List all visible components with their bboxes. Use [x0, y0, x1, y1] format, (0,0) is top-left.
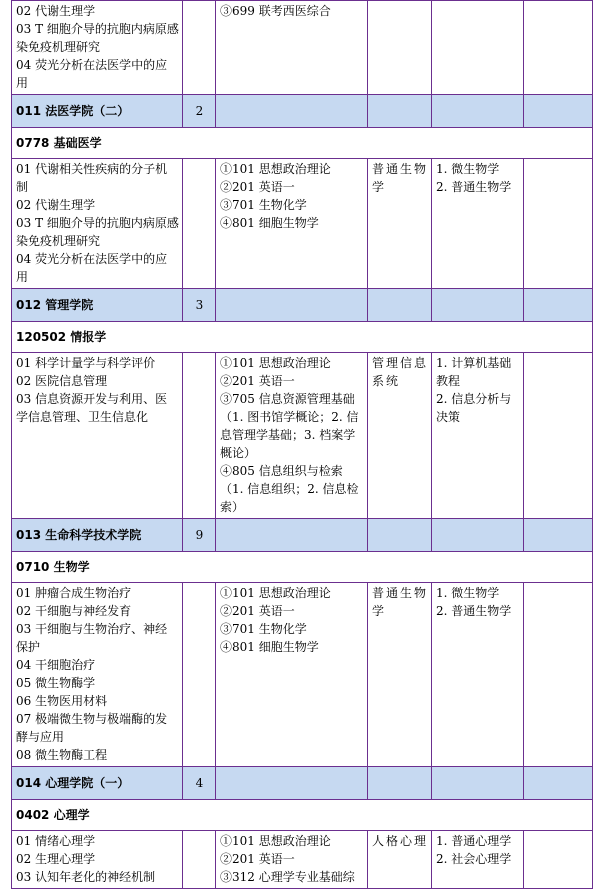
major-name: 0778 基础医学: [12, 128, 593, 159]
major-row: [12, 322, 593, 353]
school-row: [12, 519, 593, 552]
research-direction: 08 微生物酶工程: [16, 748, 108, 762]
research-direction: 06 生物医用材料: [16, 694, 108, 708]
empty-cell: [183, 353, 216, 519]
research-direction: 02 代谢生理学: [16, 198, 96, 212]
major-name: 120502 情报学: [12, 322, 593, 353]
exam-subject: ①101 思想政治理论: [220, 586, 331, 600]
empty-cell: [183, 1, 216, 95]
research-direction: 03 T 细胞介导的抗胞内病原感染免疫机理研究: [16, 22, 179, 54]
exam-subject: ④801 细胞生物学: [220, 640, 319, 654]
major-row: [12, 800, 593, 831]
exam-subject: ③701 生物化学: [220, 198, 307, 212]
research-direction: 02 医院信息管理: [16, 374, 108, 388]
exam-subjects-cell: [216, 159, 368, 289]
school-name: 012 管理学院: [12, 289, 183, 322]
empty-cell: [524, 95, 593, 128]
exam-subject: ②201 英语一: [220, 604, 295, 618]
research-direction: 01 情绪心理学: [16, 834, 96, 848]
research-direction: 02 生理心理学: [16, 852, 96, 866]
empty-cell: [216, 95, 368, 128]
additional-exam-cell: [432, 1, 524, 95]
research-direction: 03 干细胞与生物治疗、神经保护: [16, 622, 168, 654]
major-detail-row: [12, 583, 593, 767]
exam-subjects-cell: [216, 831, 368, 889]
research-direction: 05 微生物酶学: [16, 676, 96, 690]
additional-exam-subject: 2. 信息分析与决策: [436, 392, 512, 424]
empty-cell: [524, 767, 593, 800]
major-detail-row: [12, 1, 593, 95]
major-detail-row: [12, 831, 593, 889]
research-direction: 03 认知年老化的神经机制: [16, 870, 156, 884]
additional-exam-subject: 1. 微生物学: [436, 586, 500, 600]
enrollment-count: 2: [183, 95, 216, 128]
empty-cell: [432, 519, 524, 552]
additional-exam-subject: 1. 计算机基础教程: [436, 356, 512, 388]
additional-exam-cell: [432, 353, 524, 519]
additional-exam-subject: 1. 微生物学: [436, 162, 500, 176]
research-direction: 04 荧光分析在法医学中的应用: [16, 252, 168, 284]
exam-subjects-cell: [216, 1, 368, 95]
research-directions-cell: [12, 353, 183, 519]
exam-subject: ④801 细胞生物学: [220, 216, 319, 230]
empty-cell: [216, 519, 368, 552]
additional-exam-subject: 2. 社会心理学: [436, 852, 512, 866]
empty-cell: [368, 95, 432, 128]
exam-subject: ③705 信息资源管理基础（1. 图书馆学概论；2. 信息管理学基础；3. 档案学概论）: [220, 392, 359, 460]
empty-cell: [183, 583, 216, 767]
exam-subject: ②201 英语一: [220, 374, 295, 388]
empty-cell: [524, 289, 593, 322]
major-detail-row: [12, 353, 593, 519]
retest-subject-cell: 普通生物学: [368, 159, 432, 289]
empty-cell: [216, 767, 368, 800]
research-direction: 03 T 细胞介导的抗胞内病原感染免疫机理研究: [16, 216, 179, 248]
exam-subject: ③701 生物化学: [220, 622, 307, 636]
research-direction: 01 科学计量学与科学评价: [16, 356, 156, 370]
research-direction: 07 极端微生物与极端酶的发酵与应用: [16, 712, 168, 744]
research-directions-cell: [12, 159, 183, 289]
empty-cell: [432, 767, 524, 800]
exam-subjects-cell: [216, 583, 368, 767]
exam-subject: ④805 信息组织与检索（1. 信息组织；2. 信息检索）: [220, 464, 359, 514]
school-row: [12, 289, 593, 322]
exam-subject: ②201 英语一: [220, 180, 295, 194]
research-directions-cell: [12, 831, 183, 889]
enrollment-count: 9: [183, 519, 216, 552]
exam-subject: ①101 思想政治理论: [220, 162, 331, 176]
admissions-catalog-table: [11, 0, 593, 889]
research-direction: 02 干细胞与神经发育: [16, 604, 132, 618]
research-direction: 01 肿瘤合成生物治疗: [16, 586, 132, 600]
retest-subject-cell: 普通生物学: [368, 583, 432, 767]
additional-exam-cell: [432, 583, 524, 767]
exam-subject: ①101 思想政治理论: [220, 834, 331, 848]
research-direction: 04 荧光分析在法医学中的应用: [16, 58, 168, 90]
additional-exam-subject: 1. 普通心理学: [436, 834, 512, 848]
research-directions-cell: [12, 583, 183, 767]
school-row: [12, 767, 593, 800]
empty-cell: [432, 95, 524, 128]
school-name: 014 心理学院（一）: [12, 767, 183, 800]
remarks-cell: [524, 353, 593, 519]
school-name: 011 法医学院（二）: [12, 95, 183, 128]
remarks-cell: [524, 159, 593, 289]
major-detail-row: [12, 159, 593, 289]
empty-cell: [216, 289, 368, 322]
exam-subject: ③699 联考西医综合: [220, 4, 331, 18]
additional-exam-subject: 2. 普通生物学: [436, 604, 512, 618]
remarks-cell: [524, 831, 593, 889]
school-name: 013 生命科学技术学院: [12, 519, 183, 552]
additional-exam-cell: [432, 831, 524, 889]
exam-subjects-cell: [216, 353, 368, 519]
school-row: [12, 95, 593, 128]
empty-cell: [368, 767, 432, 800]
empty-cell: [432, 289, 524, 322]
research-direction: 01 代谢相关性疾病的分子机制: [16, 162, 168, 194]
research-direction: 04 干细胞治疗: [16, 658, 96, 672]
empty-cell: [524, 519, 593, 552]
additional-exam-cell: [432, 159, 524, 289]
remarks-cell: [524, 1, 593, 95]
empty-cell: [183, 159, 216, 289]
enrollment-count: 3: [183, 289, 216, 322]
empty-cell: [368, 519, 432, 552]
exam-subject: ③312 心理学专业基础综: [220, 870, 355, 884]
retest-subject-cell: 人格心理: [368, 831, 432, 889]
major-name: 0402 心理学: [12, 800, 593, 831]
retest-subject-cell: [368, 1, 432, 95]
research-directions-cell: [12, 1, 183, 95]
remarks-cell: [524, 583, 593, 767]
empty-cell: [368, 289, 432, 322]
enrollment-count: 4: [183, 767, 216, 800]
major-row: [12, 128, 593, 159]
empty-cell: [183, 831, 216, 889]
exam-subject: ②201 英语一: [220, 852, 295, 866]
retest-subject-cell: 管理信息系统: [368, 353, 432, 519]
exam-subject: ①101 思想政治理论: [220, 356, 331, 370]
research-direction: 02 代谢生理学: [16, 4, 96, 18]
research-direction: 03 信息资源开发与利用、医学信息管理、卫生信息化: [16, 392, 168, 424]
additional-exam-subject: 2. 普通生物学: [436, 180, 512, 194]
major-row: [12, 552, 593, 583]
major-name: 0710 生物学: [12, 552, 593, 583]
